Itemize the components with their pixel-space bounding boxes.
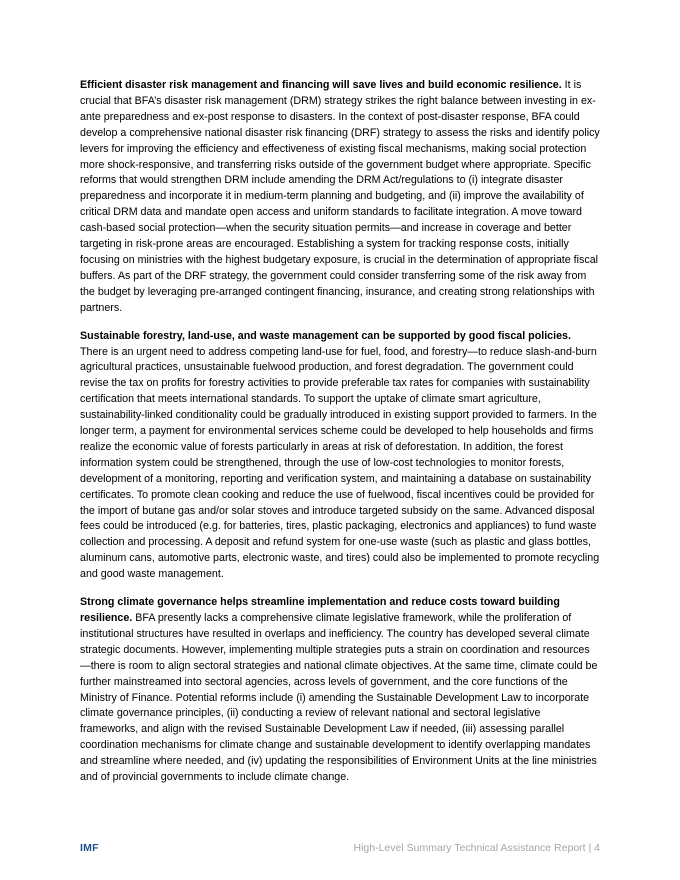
page-number: 4 <box>594 842 600 854</box>
footer-report-info <box>354 840 601 856</box>
paragraph-disaster-risk <box>80 78 600 317</box>
footer-separator: | <box>588 842 592 854</box>
paragraph-text: There is an urgent need to address competing land-use for fuel, food, and forestry—to reduce slash-and-burn agricultural practices, unsustainable fuelwood production, and forest degradation. The government could revise the tax on profits for forestry activities to provide preferable tax rates for companies with sustainability certification that meets international standards. To support the uptake of climate smart agriculture, sustainability-linked conditionality could be gradually introduced in existing support provided to farmers. In the longer term, a payment for environmental services scheme could be developed to help households and firms realize the economic value of forests particularly in areas at risk of deforestation. In addition, the forest information system could be strengthened, through the use of low-cost technologies to monitor forests, development of a monitoring, reporting and verification system, and maintaining a database on sustainability certificates. To promote clean cooking and reduce the use of fuelwood, fiscal incentives could be provided for the import of butane gas and/or solar stoves and introduce targeted subsidy on the same. Advanced disposal fees could be introduced (e.g. for batteries, tires, plastic packaging, electronics and appliances) to fund waste collection and processing. A deposit and refund system for one-use waste (such as plastic and glass bottles, aluminum cans, automotive parts, electronic waste, and tires) could also be implemented to promote recycling and good waste management. <box>80 345 600 581</box>
paragraph-lead: Strong climate governance helps streamline implementation and reduce costs toward building resilience. <box>80 596 560 624</box>
paragraph-lead: Efficient disaster risk management and financing will save lives and build economic resilience. <box>80 79 562 91</box>
page-footer <box>80 840 600 856</box>
report-title: High-Level Summary Technical Assistance Report <box>353 842 586 854</box>
paragraph-lead: Sustainable forestry, land-use, and waste management can be supported by good fiscal policies. <box>80 329 571 342</box>
document-body <box>80 78 600 798</box>
paragraph-text: BFA presently lacks a comprehensive climate legislative framework, while the proliferation of institutional structures have resulted in overlaps and inefficiency. The country has developed several climate strategic documents. However, implementing multiple strategies puts a strain on coordination and resources—there is room to align sectoral strategies and national climate objectives. At the same time, climate could be further mainstreamed into sectoral agencies, across levels of government, and the core functions of the Ministry of Finance. Potential reforms include (i) amending the Sustainable Development Law to incorporate climate governance principles, (ii) conducting a review of relevant national and sectoral legislative frameworks, and align with the revised Sustainable Development Law if needed, (iii) assessing parallel coordination mechanisms for climate change and sustainable development to identify overlapping mandates and streamline where needed, and (iv) updating the responsibilities of Environment Units at the line ministries and of provincial governments to include climate change. <box>80 612 598 784</box>
imf-logo: IMF <box>80 842 99 854</box>
paragraph-text: It is crucial that BFA’s disaster risk management (DRM) strategy strikes the right balance between investing in ex-ante preparedness and ex-post response to disasters. In the context of post-disaster response, BFA could develop a comprehensive national disaster risk financing (DRF) strategy to assess the risks and identify policy levers for improving the efficiency and effectiveness of existing fiscal mechanisms, making social protection more shock-responsive, and transferring risks outside of the government budget where appropriate. Specific reforms that would strengthen DRM include amending the DRM Act/regulations to (i) integrate disaster preparedness and incorporate it in medium-term planning and budgeting, and (ii) improve the availability of critical DRM data and mandate open access and uniform standards to facilitate integration. A move toward cash-based social protection—when the security situation permits—and increase in coverage and better targeting in risk-prone areas are encouraged. Establishing a system for tracking response costs, initially focusing on ministries with the highest budgetary exposure, is crucial in the determination of appropriate fiscal buffers. As part of the DRF strategy, the government could consider transferring some of the risk away from the budget by leveraging pre-arranged contingent financing, insurance, and creating strong relationships with partners. <box>80 79 600 314</box>
paragraph-forestry <box>80 329 600 584</box>
paragraph-climate-governance <box>80 595 600 786</box>
